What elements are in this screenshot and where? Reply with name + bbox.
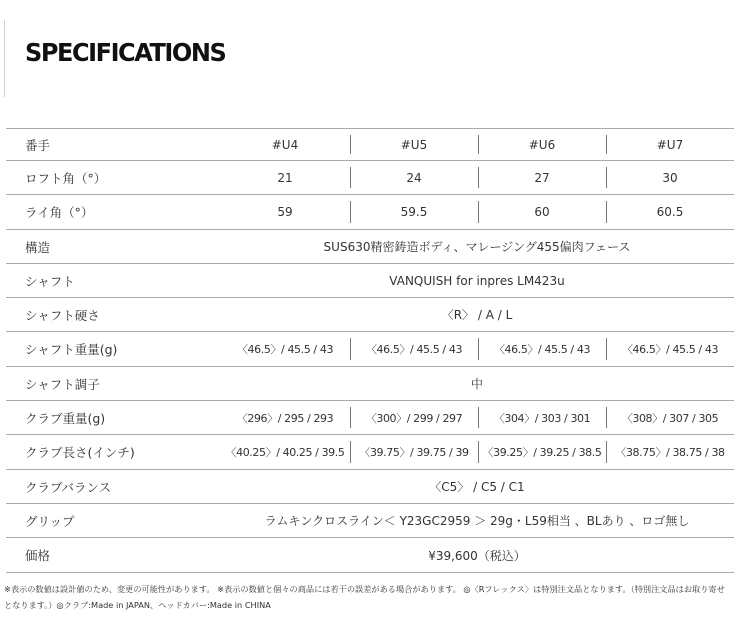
table-cell: 〈C5〉 / C5 / C1 [220, 470, 734, 504]
table-row-lie [6, 195, 734, 230]
footnote-line: ※表示の数値は設計値のため、変更の可能性があります。 ※表示の数値と個々の商品には若干の誤差がある場合があります。 ◎〈Rフレックス〉は特別注文品となります。（特別注文品はお取り寄せ [4, 584, 725, 594]
table-cell: 21 [220, 161, 350, 195]
table-cell: 〈300〉/ 299 / 297 [350, 401, 478, 435]
column-header-u5: #U5 [350, 129, 478, 161]
table-cell: 〈46.5〉/ 45.5 / 43 [606, 332, 734, 367]
table-row-loft [6, 161, 734, 195]
table-cell: ラムキンクロスライン＜ Y23GC2959 ＞ 29g・L59相当 、BLあり 、ロゴ無し [220, 504, 734, 538]
table-row-shaft-flex [6, 298, 734, 332]
table-cell: 59 [220, 195, 350, 230]
column-header-u4: #U4 [220, 129, 350, 161]
table-row-balance [6, 470, 734, 504]
footnote-line: となります。）◎クラブ:Made in JAPAN、ヘッドカバー:Made in CHINA [4, 600, 271, 610]
table-row-club-length [6, 435, 734, 470]
row-label: 番手 [6, 129, 220, 161]
column-header-u6: #U6 [478, 129, 606, 161]
table-cell: SUS630精密鋳造ボディ、マレージング455偏肉フェース [220, 230, 734, 264]
row-label: ロフト角（°） [6, 161, 220, 195]
table-cell: 中 [220, 367, 734, 401]
row-label: 構造 [6, 230, 220, 264]
table-cell: VANQUISH for inpres LM423u [220, 264, 734, 298]
table-row-price [6, 538, 734, 573]
table-row-grip [6, 504, 734, 538]
table-cell: 〈46.5〉/ 45.5 / 43 [478, 332, 606, 367]
table-cell: 〈296〉/ 295 / 293 [220, 401, 350, 435]
table-cell: 〈46.5〉/ 45.5 / 43 [220, 332, 350, 367]
table-row-shaft-kick [6, 367, 734, 401]
table-cell: 59.5 [350, 195, 478, 230]
table-cell: 〈39.25〉/ 39.25 / 38.5 [478, 435, 606, 470]
table-row-bante [6, 129, 734, 161]
column-header-u7: #U7 [606, 129, 734, 161]
table-cell: 〈308〉/ 307 / 305 [606, 401, 734, 435]
footnotes [4, 581, 744, 613]
table-cell: 30 [606, 161, 734, 195]
row-label: ライ角（°） [6, 195, 220, 230]
row-label: シャフト重量(g) [6, 332, 220, 367]
page-title: SPECIFICATIONS [25, 38, 226, 67]
table-cell: 60 [478, 195, 606, 230]
table-cell: ¥39,600（税込） [220, 538, 734, 573]
spec-table [6, 128, 734, 573]
row-label: グリップ [6, 504, 220, 538]
table-cell: 〈38.75〉/ 38.75 / 38 [606, 435, 734, 470]
table-cell: 60.5 [606, 195, 734, 230]
row-label: シャフト [6, 264, 220, 298]
table-cell: 27 [478, 161, 606, 195]
row-label: クラブバランス [6, 470, 220, 504]
row-label: クラブ長さ(インチ) [6, 435, 220, 470]
table-cell: 24 [350, 161, 478, 195]
row-label: 価格 [6, 538, 220, 573]
table-cell: 〈304〉/ 303 / 301 [478, 401, 606, 435]
table-cell: 〈46.5〉/ 45.5 / 43 [350, 332, 478, 367]
table-row-kouzou [6, 230, 734, 264]
table-row-club-weight [6, 401, 734, 435]
row-label: シャフト硬さ [6, 298, 220, 332]
table-cell: 〈39.75〉/ 39.75 / 39 [350, 435, 478, 470]
left-divider-line [4, 20, 5, 97]
table-cell: 〈40.25〉/ 40.25 / 39.5 [220, 435, 350, 470]
row-label: クラブ重量(g) [6, 401, 220, 435]
table-cell: 〈R〉 / A / L [220, 298, 734, 332]
table-row-shaft-weight [6, 332, 734, 367]
table-row-shaft [6, 264, 734, 298]
row-label: シャフト調子 [6, 367, 220, 401]
